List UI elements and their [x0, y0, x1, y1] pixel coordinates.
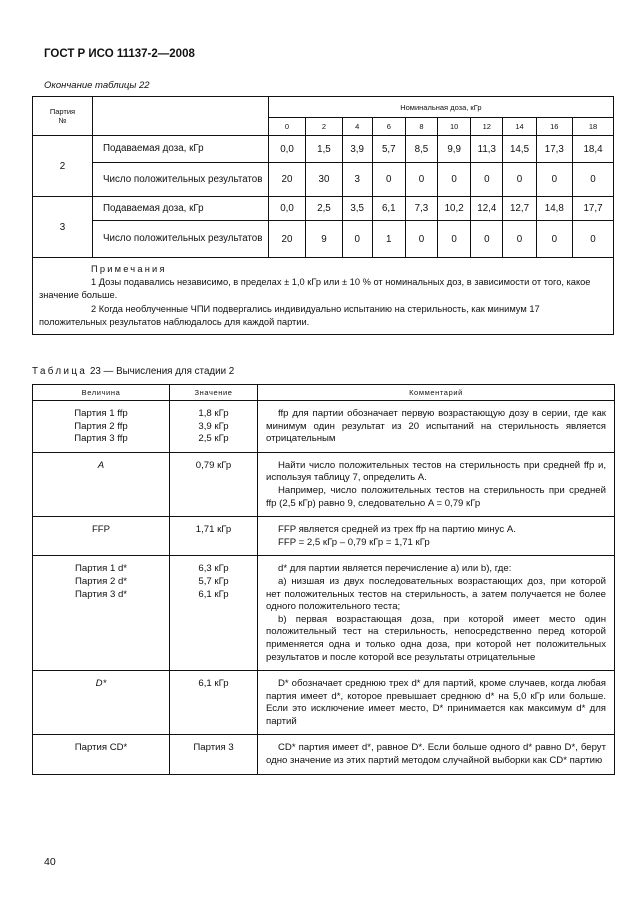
row-label: Подаваемая доза, кГр	[93, 197, 269, 221]
cell: 0	[573, 221, 614, 258]
cell: 0	[342, 221, 372, 258]
cell: 0,0	[268, 136, 306, 163]
party-column-header: Партия №	[33, 97, 93, 136]
row-label: Число положительных результатов	[93, 163, 269, 197]
column-header: Значение	[170, 385, 258, 401]
comment-paragraph: Например, число положительных тестов на стерильность при средней ffp (2,5 кГр) равно 9, следовательно A = 0,79 кГр	[266, 484, 606, 509]
cell: 5,7	[372, 136, 405, 163]
nominal-dose-value: 10	[438, 118, 471, 136]
table-row	[33, 221, 614, 258]
nominal-dose-value: 0	[268, 118, 306, 136]
quantity-name: Партия 1 d*	[74, 563, 128, 575]
nominal-dose-value: 2	[306, 118, 342, 136]
comment-cell	[258, 671, 615, 735]
cell: 1	[372, 221, 405, 258]
quantity-value: 5,7 кГр	[198, 575, 229, 587]
comment-paragraph: FFP = 2,5 кГр – 0,79 кГр = 1,71 кГр	[278, 536, 430, 548]
cell: 14,8	[536, 197, 572, 221]
cell: 12,4	[471, 197, 503, 221]
value-cell	[170, 556, 258, 671]
value-cell	[170, 517, 258, 556]
table-row	[33, 517, 615, 556]
column-header: Комментарий	[258, 385, 615, 401]
cell: 0	[536, 163, 572, 197]
value-cell	[170, 735, 258, 774]
cell: 14,5	[503, 136, 536, 163]
comment-paragraph: Найти число положительных тестов на стерильность при средней ffp и, используя таблицу 7, определить A.	[266, 459, 606, 484]
party-number: 2	[33, 136, 93, 197]
table-row	[33, 556, 615, 671]
cell: 0	[438, 221, 471, 258]
table-22	[32, 96, 614, 335]
comment-cell	[258, 452, 615, 516]
quantity-name: D*	[95, 678, 107, 690]
cell: 0,0	[268, 197, 306, 221]
quantity-cell	[33, 401, 170, 453]
cell: 9,9	[438, 136, 471, 163]
cell: 7,3	[405, 197, 437, 221]
cell: 0	[405, 163, 437, 197]
cell: 3,5	[342, 197, 372, 221]
page-number: 40	[44, 856, 56, 868]
quantity-cell	[33, 517, 170, 556]
row-label: Подаваемая доза, кГр	[93, 136, 269, 163]
quantity-name: Партия 2 ffp	[74, 420, 128, 432]
quantity-value: 1,8 кГр	[198, 408, 229, 419]
nominal-dose-value: 16	[536, 118, 572, 136]
nominal-dose-value: 14	[503, 118, 536, 136]
quantity-cell	[33, 452, 170, 516]
cell: 9	[306, 221, 342, 258]
table-row	[33, 735, 615, 774]
cell: 30	[306, 163, 342, 197]
notes-title: Примечания	[91, 264, 167, 274]
value-cell	[170, 671, 258, 735]
cell: 0	[438, 163, 471, 197]
table-row	[33, 671, 615, 735]
cell: 0	[536, 221, 572, 258]
quantity-value: 6,1 кГр	[198, 588, 229, 600]
table22-notes	[33, 258, 614, 335]
nominal-dose-value: 4	[342, 118, 372, 136]
row-label: Число положительных результатов	[93, 221, 269, 258]
table-row	[33, 401, 615, 453]
document-header: ГОСТ Р ИСО 11137-2—2008	[44, 48, 195, 60]
table-row	[33, 163, 614, 197]
note-item: 2 Когда необлученные ЧПИ подвергались индивидуально испытанию на стерильность, как минимум 17 положительных результатов наблюдалось для каждой партии.	[39, 303, 540, 327]
nominal-dose-value: 12	[471, 118, 503, 136]
quantity-cell	[33, 735, 170, 774]
comment-paragraph: а) низшая из двух последовательных возрастающих доз, при которой нет положительных тестов на стерильность, а затем получается не более одного положительного теста;	[266, 575, 606, 613]
quantity-name: Партия 3 d*	[74, 588, 128, 600]
cell: 0	[372, 163, 405, 197]
nominal-dose-value: 6	[372, 118, 405, 136]
quantity-cell	[33, 556, 170, 671]
comment-cell	[258, 401, 615, 453]
table-23	[32, 384, 615, 775]
cell: 0	[405, 221, 437, 258]
quantity-value: 6,3 кГр	[198, 563, 229, 575]
quantity-value: 6,1 кГр	[198, 678, 229, 690]
party-number: 3	[33, 197, 93, 258]
comment-paragraph: D* обозначает среднюю трех d* для партий, кроме случаев, когда любая партия имеет d*, которое превышает среднюю d* на 5,0 кГр или больше. Если это исключение имеет место, D* принимается как максимум d* для партий	[266, 678, 606, 727]
comment-cell	[258, 556, 615, 671]
cell: 0	[471, 163, 503, 197]
row-label-header	[93, 97, 269, 136]
cell: 10,2	[438, 197, 471, 221]
comment-paragraph: ffp для партии обозначает первую возрастающую дозу в серии, где как минимум один результат из 20 испытаний на стерильность является отрицательным	[266, 408, 606, 445]
comment-cell	[258, 517, 615, 556]
cell: 6,1	[372, 197, 405, 221]
value-cell	[170, 452, 258, 516]
comment-cell	[258, 735, 615, 774]
cell: 0	[503, 163, 536, 197]
quantity-cell	[33, 671, 170, 735]
cell: 2,5	[306, 197, 342, 221]
table23-caption: Таблица 23 — Вычисления для стадии 2	[32, 366, 235, 377]
comment-paragraph: CD* партия имеет d*, равное D*. Если больше одного d* равно D*, берут одно значение из этих партий методом случайной выборки как CD* партию	[266, 742, 606, 767]
quantity-value: 2,5 кГр	[198, 433, 229, 445]
cell: 11,3	[471, 136, 503, 163]
quantity-name: Партия 1 ffp	[74, 408, 128, 419]
table-row	[33, 452, 615, 516]
quantity-value: 3,9 кГр	[198, 420, 229, 432]
cell: 3	[342, 163, 372, 197]
cell: 0	[573, 163, 614, 197]
comment-paragraph: d* для партии является перечисление а) или b), где:	[278, 563, 512, 575]
value-cell	[170, 401, 258, 453]
cell: 8,5	[405, 136, 437, 163]
cell: 17,7	[573, 197, 614, 221]
quantity-name: Партия 3 ffp	[74, 433, 128, 445]
quantity-value: 0,79 кГр	[195, 459, 232, 471]
cell: 0	[471, 221, 503, 258]
note-item: 1 Дозы подавались независимо, в пределах ± 1,0 кГр или ± 10 % от номинальных доз, в зависимости от того, какое значение больше.	[39, 277, 591, 301]
quantity-value: 1,71 кГр	[195, 524, 232, 536]
quantity-name: FFP	[91, 524, 111, 536]
quantity-value: Партия 3	[193, 742, 234, 754]
quantity-name: Партия CD*	[74, 742, 128, 754]
table-row	[33, 136, 614, 163]
table22-continuation-caption: Окончание таблицы 22	[44, 80, 150, 91]
cell: 3,9	[342, 136, 372, 163]
cell: 1,5	[306, 136, 342, 163]
cell: 18,4	[573, 136, 614, 163]
comment-paragraph: FFP является средней из трех ffp на партию минус A.	[278, 524, 516, 536]
nominal-dose-value: 18	[573, 118, 614, 136]
cell: 20	[268, 221, 306, 258]
column-header: Величина	[33, 385, 170, 401]
quantity-name: Партия 2 d*	[74, 575, 128, 587]
table-row	[33, 197, 614, 221]
cell: 20	[268, 163, 306, 197]
cell: 17,3	[536, 136, 572, 163]
quantity-name: A	[97, 459, 105, 471]
cell: 12,7	[503, 197, 536, 221]
cell: 0	[503, 221, 536, 258]
nominal-dose-value: 8	[405, 118, 437, 136]
comment-paragraph: b) первая возрастающая доза, при которой имеет место один положительный тест на стерильность, непосредственно перед которой применяется одна и только одна доза, при которой нет положительных результатов и после которой все результаты отрицательные	[266, 613, 606, 663]
nominal-dose-header: Номинальная доза, кГр	[268, 97, 613, 118]
